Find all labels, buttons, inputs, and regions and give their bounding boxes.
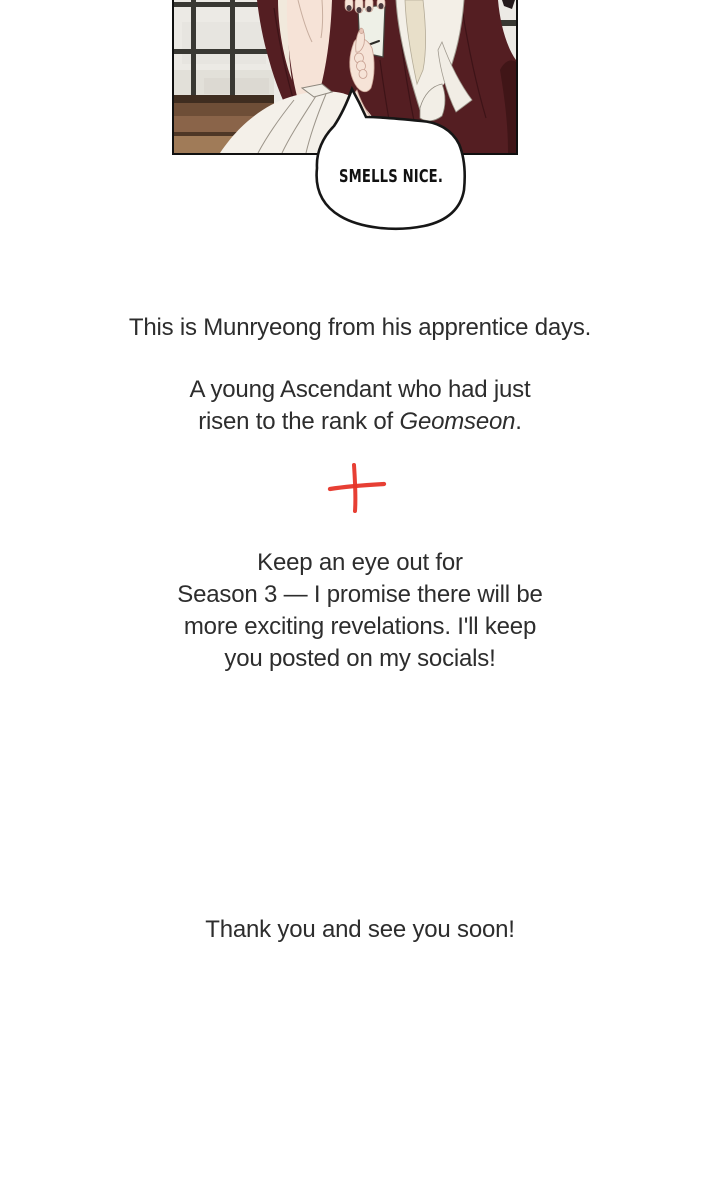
- plus-doodle-icon: [324, 458, 390, 518]
- caption-teaser-line2: Season 3 — I promise there will be: [177, 581, 543, 608]
- speech-bubble-shape: [317, 89, 465, 229]
- caption-rank-line2: risen to the rank of Geomseon.: [198, 408, 522, 435]
- pane-texture: [174, 22, 274, 98]
- speech-bubble: [298, 82, 482, 238]
- caption-teaser-line3: more exciting revelations. I'll keep: [183, 613, 537, 640]
- caption-intro-text: This is Munryeong from his apprentice days.: [128, 314, 592, 341]
- caption-outro: [0, 914, 720, 946]
- caption-outro-text: Thank you and see you soon!: [205, 916, 515, 943]
- caption-teaser: [0, 547, 720, 675]
- caption-rank-line1: A young Ascendant who had just: [189, 376, 531, 403]
- caption-rank: [0, 374, 720, 438]
- caption-teaser-line4: you posted on my socials!: [224, 645, 496, 672]
- caption-teaser-line1: Keep an eye out for: [257, 549, 463, 576]
- plus-vertical-stroke: [354, 465, 355, 511]
- caption-intro: [0, 312, 720, 344]
- rank-title-italic: Geomseon: [399, 408, 516, 435]
- speech-bubble-text: SMELLS NICE.: [339, 166, 443, 187]
